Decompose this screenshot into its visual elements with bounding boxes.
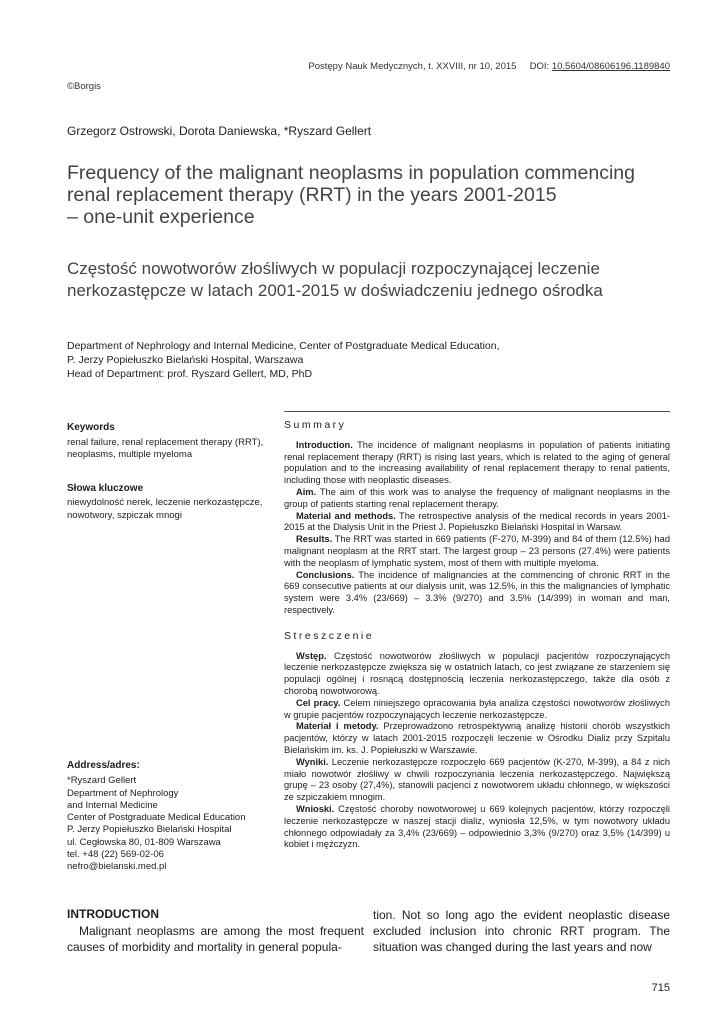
journal-citation: Postępy Nauk Medycznych, t. XXVIII, nr 10, 2015 — [308, 61, 517, 72]
summary-paragraph: Results. The RRT was started in 669 patients (F-270, M-399) and 84 of them (12.5%) had malignant neoplasm at the RRT start. The largest group – 23 persons (27.4%) were patients with the neoplasm of lymphatic system, most of them with multiple myeloma. — [284, 534, 670, 568]
title-polish — [67, 258, 667, 302]
streszczenie-section — [284, 631, 670, 851]
affiliation — [67, 339, 667, 381]
title-line: Frequency of the malignant neoplasms in population commencing — [67, 162, 635, 184]
streszczenie-heading: Streszczenie — [284, 629, 375, 642]
author-list: Grzegorz Ostrowski, Dorota Daniewska, *Ryszard Gellert — [67, 124, 372, 138]
title-line: Częstość nowotworów złośliwych w populacji rozpoczynającej leczenie — [67, 259, 600, 278]
streszczenie-paragraph: Materiał i metody. Przeprowadzono retrospektywną analizę historii chorób wszystkich pacjentów, którzy w latach 2001-2015 rozpoczęli leczenie w Ośrodku Dializ przy Szpitalu Bielańskim im. ks. J. Popiełuszki w Warszawie. — [284, 721, 671, 755]
keywords-text: renal failure, renal replacement therapy (RRT), neoplasms, multiple myeloma — [67, 436, 264, 460]
keywords-pl-text: niewydolność nerek, leczenie nerkozastępcze, nowotwory, szpiczak mnogi — [67, 497, 263, 521]
address-line: Center of Postgraduate Medical Education — [67, 812, 246, 824]
introduction-text: Malignant neoplasms are among the most frequent causes of morbidity and mortality in general popula- — [67, 924, 364, 954]
summary-heading: Summary — [284, 419, 347, 431]
journal-header — [0, 61, 670, 72]
address-line: ul. Cegłowska 80, 01-809 Warszawa — [67, 836, 221, 848]
title-english — [67, 162, 667, 228]
abstract-column — [284, 420, 670, 851]
summary-section — [284, 420, 670, 617]
address-line: *Ryszard Gellert — [67, 775, 137, 787]
introduction-heading: INTRODUCTION — [67, 907, 159, 921]
summary-divider — [284, 411, 670, 412]
keywords-block — [67, 422, 267, 462]
title-line: – one-unit experience — [67, 206, 255, 228]
keywords-column — [67, 422, 267, 522]
affiliation-line: Department of Nephrology and Internal Medicine, Center of Postgraduate Medical Education, — [67, 340, 500, 352]
address-line: tel. +48 (22) 569-02-06 — [67, 849, 164, 861]
summary-paragraph: Aim. The aim of this work was to analyse the frequency of malignant neoplasms in the group of patients starting renal replacement therapy. — [284, 486, 670, 509]
summary-paragraph: Introduction. The incidence of malignant neoplasms in population of patients initiating renal replacement therapy (RRT) is rising last years, which is related to the aging of general population and to the increasing availability of renal replacement therapy to renal patients, including those with neoplastic diseases. — [284, 439, 670, 486]
introduction-right-column — [373, 907, 670, 955]
email-link[interactable]: nefro@bielanski.med.pl — [67, 861, 167, 873]
address-line: Department of Nephrology — [67, 787, 179, 799]
affiliation-line: P. Jerzy Popiełuszko Bielański Hospital, Warszawa — [67, 354, 304, 366]
doi-label: DOI: — [529, 61, 550, 72]
streszczenie-paragraph: Wnioski. Częstość choroby nowotworowej u 669 kolejnych pacjentów, którzy rozpoczęli leczenie nerkozastępcze w naszej stacji dializ, wyniosła 12,5%, w tym nowotwory układu chłonnego odpowiadały za 3,4% (23/669) – odpowiednio 3,3% (9/270) oraz 3,5% (14/399) u kobiet i mężczyzn. — [284, 803, 670, 850]
summary-paragraph: Material and methods. The retrospective analysis of the medical records in years 2001-2015 at the Dialysis Unit in the Priest J. Popiełuszko Bielański Hospital in Warsaw. — [284, 510, 671, 533]
affiliation-line: Head of Department: prof. Ryszard Gellert, MD, PhD — [67, 368, 313, 380]
keywords-pl-heading: Słowa kluczowe — [67, 482, 144, 494]
keywords-pl-block — [67, 483, 267, 523]
streszczenie-paragraph: Wstęp. Częstość nowotworów złośliwych w populacji pacjentów rozpoczynających leczenie nerkozastępcze zwiększa się w ostatnich latach, co jest związane ze starzeniem się populacji ogólnej i rosnącą dostępnością leczenia nerkozastępczego, także dla osób z chorobą nowotworową. — [284, 650, 670, 696]
title-line: nerkozastępcze w latach 2001-2015 w doświadczeniu jednego ośrodka — [67, 281, 603, 300]
page-number: 715 — [651, 982, 670, 994]
title-line: renal replacement therapy (RRT) in the years 2001-2015 — [67, 184, 557, 206]
publisher: ©Borgis — [67, 81, 101, 92]
correspondence-address — [67, 760, 277, 874]
streszczenie-paragraph: Cel pracy. Celem niniejszego opracowania była analiza częstości nowotworów złośliwych w grupie pacjentów rozpoczynających leczenie nerkozastępcze. — [284, 697, 670, 720]
introduction-text: tion. Not so long ago the evident neoplastic disease excluded inclusion into chronic RRT program. The situation was changed during the last years and now — [373, 908, 670, 954]
address-line: P. Jerzy Popiełuszko Bielański Hospital — [67, 824, 232, 836]
keywords-heading: Keywords — [67, 422, 115, 433]
doi-link[interactable]: 10.5604/08606196.1189840 — [551, 61, 670, 72]
address-line: and Internal Medicine — [67, 799, 158, 811]
summary-paragraph: Conclusions. The incidence of malignancies at the commencing of chronic RRT in the 669 consecutive patients at our dialysis unit, was 12.5%, in this the malignancies of lymphatic system were 3.4% (23/669) – 3.3% (9/270) and 3.5% (14/399) in woman and man, respectively. — [284, 569, 670, 615]
address-heading: Address/adres: — [67, 760, 140, 771]
introduction-left-column — [67, 923, 364, 955]
streszczenie-paragraph: Wyniki. Leczenie nerkozastępcze rozpoczęło 669 pacjentów (K-270, M-399), a 84 z nich miało nowotwór złośliwy w chwili rozpoczynania leczenia nerkozastępczego. Największą grupę – 23 osoby (27,4%), stanowili pacjenci z nowotworem układu chłonnego, w większości ze szpiczakiem mnogim. — [284, 756, 670, 803]
